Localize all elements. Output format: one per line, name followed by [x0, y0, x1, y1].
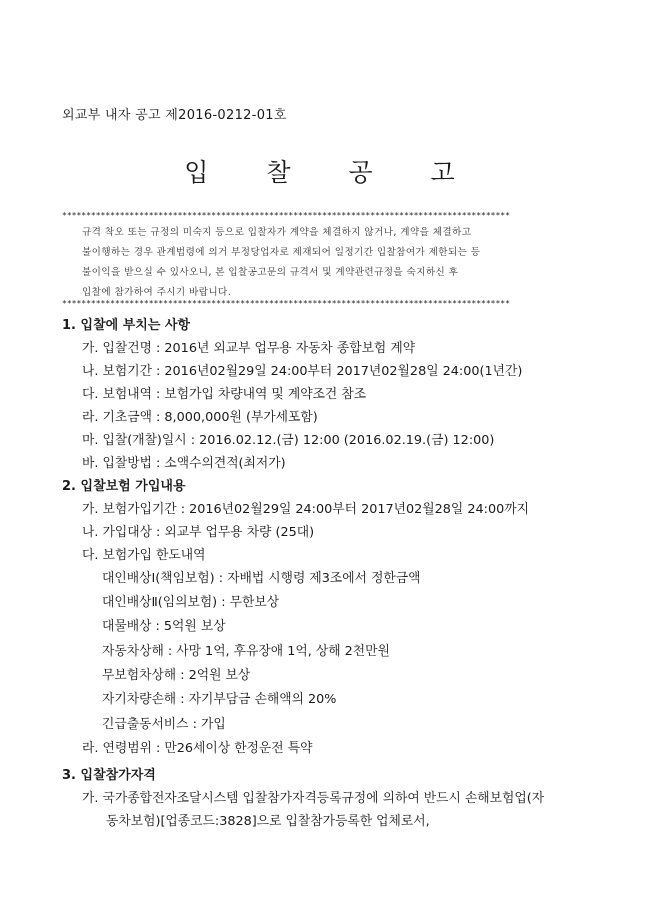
section1-item: 라. 기초금액 : 8,000,000원 (부가세포함): [82, 410, 318, 425]
coverage-limit: 대인배상Ⅰ(책임보험) : 자배법 시행령 제3조에서 정한금액: [102, 571, 421, 586]
coverage-limit: 대인배상Ⅱ(임의보험) : 무한보상: [102, 595, 280, 610]
section-heading-3: 3. 입찰참가자격: [62, 768, 156, 783]
section2-item: 다. 보험가입 한도내역: [82, 548, 206, 563]
coverage-limit: 자기차량손해 : 자기부담금 손해액의 20%: [102, 692, 337, 707]
section1-item: 바. 입찰방법 : 소액수의견적(최저가): [82, 456, 286, 471]
warning-line: 입찰에 참가하여 주시기 바랍니다.: [82, 287, 232, 298]
section1-item: 가. 입찰건명 : 2016년 외교부 업무용 자동차 종합보험 계약: [82, 341, 416, 356]
section2-item: 가. 보험가입기간 : 2016년02월29일 24:00부터 2017년02월28일 24:00까지: [82, 502, 529, 517]
section1-item: 다. 보험내역 : 보험가입 차량내역 및 계약조건 참조: [82, 387, 367, 402]
warning-line: 불이행하는 경우 관계법령에 의거 부정당업자로 제재되어 일정기간 입찰참여가 제한되는 등: [82, 247, 481, 258]
divider-bottom: *********************************************************************************************: [62, 299, 510, 308]
section1-item: 마. 입찰(개찰)일시 : 2016.02.12.(금) 12:00 (2016.02.19.(금) 12:00): [82, 433, 495, 448]
section3-item-continuation: 동차보험)[업종코드:3828]으로 입찰참가등록한 업체로서,: [106, 814, 430, 829]
warning-line: 규격 착오 또는 규정의 미숙지 등으로 입찰자가 계약을 체결하지 않거나, 계약을 체결하고: [82, 227, 472, 238]
warning-line: 불이익을 받으실 수 있사오니, 본 입찰공고문의 규격서 및 계약관련규정을 숙지하신 후: [82, 267, 459, 278]
coverage-limit: 긴급출동서비스 : 가입: [102, 717, 226, 732]
section-heading-2: 2. 입찰보험 가입내용: [62, 479, 186, 494]
coverage-limit: 무보험차상해 : 2억원 보상: [102, 668, 251, 683]
section3-item: 가. 국가종합전자조달시스템 입찰참가자격등록규정에 의하여 반드시 손해보험업(자: [82, 791, 545, 806]
section1-item: 나. 보험기간 : 2016년02월29일 24:00부터 2017년02월28일 24:00(1년간): [82, 364, 523, 379]
notice-number: 외교부 내자 공고 제2016-0212-01호: [62, 108, 287, 123]
section2-item: 나. 가입대상 : 외교부 업무용 차량 (25대): [82, 525, 315, 540]
section2-item: 라. 연령범위 : 만26세이상 한정운전 특약: [82, 741, 313, 756]
divider-top: *********************************************************************************************: [62, 211, 510, 220]
page-title: 입 찰 공 고: [184, 158, 480, 187]
coverage-limit: 대물배상 : 5억원 보상: [102, 619, 226, 634]
coverage-limit: 자동차상해 : 사망 1억, 후유장애 1억, 상해 2천만원: [102, 644, 390, 659]
section-heading-1: 1. 입찰에 부치는 사항: [62, 318, 191, 333]
